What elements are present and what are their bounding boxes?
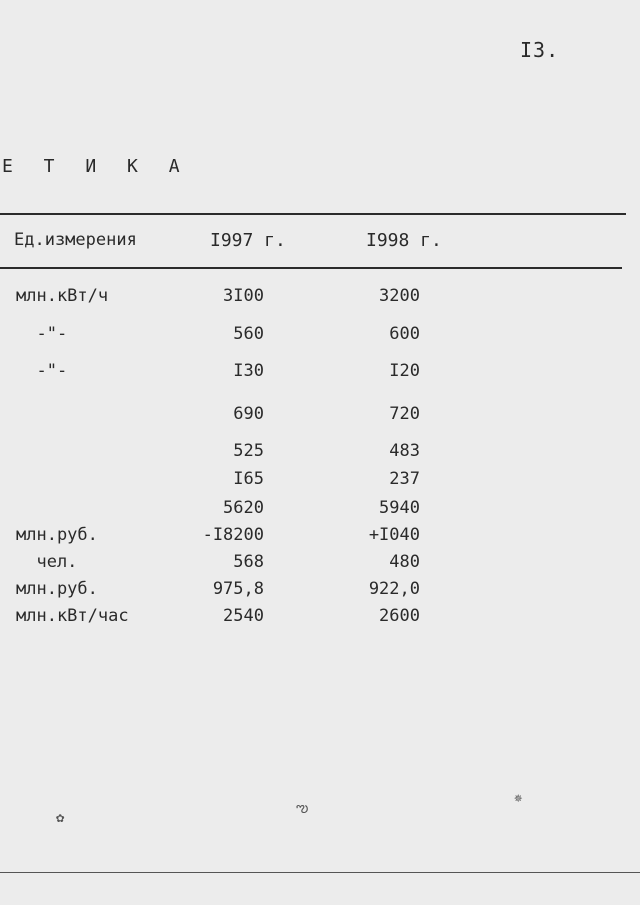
- unit-cell: -"-: [16, 324, 68, 344]
- table-row: [0, 552, 640, 576]
- header-year-1998: I998 г.: [366, 230, 442, 251]
- value-1998-cell: 480: [389, 552, 420, 572]
- value-1998-cell: 922,0: [368, 579, 420, 599]
- header-year-1997: I997 г.: [210, 230, 286, 251]
- unit-cell: -"-: [16, 361, 68, 381]
- table-header-rule: [0, 267, 622, 269]
- value-1998-cell: +I040: [368, 525, 420, 545]
- unit-cell: млн.руб.: [16, 525, 98, 545]
- header-unit: Ед.измерения: [14, 230, 137, 250]
- value-1998-cell: 2600: [379, 606, 420, 626]
- table-row: [0, 404, 640, 428]
- value-1997-cell: 3I00: [223, 286, 264, 306]
- page-heading: Е Т И К А: [2, 156, 190, 177]
- table-row: [0, 324, 640, 348]
- value-1997-cell: I65: [233, 469, 264, 489]
- bottom-rule: [0, 872, 640, 873]
- table-row: [0, 441, 640, 465]
- table-row: [0, 579, 640, 603]
- value-1997-cell: 2540: [223, 606, 264, 626]
- value-1997-cell: 690: [233, 404, 264, 424]
- table-row: [0, 286, 640, 310]
- unit-cell: чел.: [16, 552, 78, 572]
- value-1997-cell: 560: [233, 324, 264, 344]
- value-1997-cell: 5620: [223, 498, 264, 518]
- value-1997-cell: I30: [233, 361, 264, 381]
- scan-speck-mark: ✿: [56, 810, 65, 826]
- value-1997-cell: 525: [233, 441, 264, 461]
- value-1998-cell: 483: [389, 441, 420, 461]
- value-1998-cell: 3200: [379, 286, 420, 306]
- value-1997-cell: 568: [233, 552, 264, 572]
- value-1997-cell: -I8200: [202, 525, 264, 545]
- scan-speck-mark: ✵: [514, 790, 523, 806]
- value-1998-cell: 237: [389, 469, 420, 489]
- value-1998-cell: 720: [389, 404, 420, 424]
- value-1998-cell: I20: [389, 361, 420, 381]
- value-1998-cell: 5940: [379, 498, 420, 518]
- unit-cell: млн.кВт/ч: [16, 286, 109, 306]
- unit-cell: млн.руб.: [16, 579, 98, 599]
- value-1998-cell: 600: [389, 324, 420, 344]
- value-1997-cell: 975,8: [212, 579, 264, 599]
- table-top-rule: [0, 213, 626, 215]
- scan-speck-mark: ఌ: [296, 800, 309, 816]
- table-row: [0, 498, 640, 522]
- table-row: [0, 469, 640, 493]
- page-number: I3.: [520, 38, 560, 62]
- table-row: [0, 361, 640, 385]
- unit-cell: млн.кВт/час: [16, 606, 129, 626]
- table-row: [0, 606, 640, 630]
- table-row: [0, 525, 640, 549]
